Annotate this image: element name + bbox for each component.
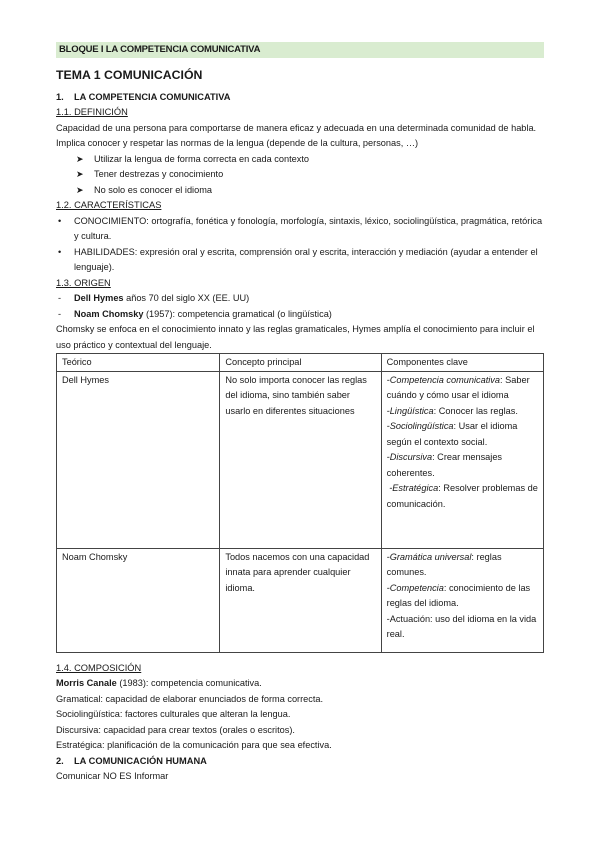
arrow-bullet-icon: ➤ <box>76 153 84 164</box>
list-item <box>56 307 544 323</box>
component-term: -Gramática universal <box>386 551 472 562</box>
table-cell: Todos nacemos con una capacidad innata para aprender cualquier idioma. <box>220 548 381 652</box>
table-header-cell: Componentes clave <box>381 354 543 372</box>
composition-line: Estratégica: planificación de la comunicación para que sea efectiva. <box>56 740 332 750</box>
origin-list <box>56 291 544 322</box>
table-cell <box>381 371 543 548</box>
definition-list <box>56 152 544 199</box>
component-line <box>387 581 539 612</box>
section-2-text: Comunicar NO ES Informar <box>56 771 169 781</box>
author-name: Morris Canale <box>56 678 117 688</box>
component-term: -Competencia comunicativa <box>386 374 501 385</box>
component-line <box>387 419 539 450</box>
bullet-icon: • <box>58 246 62 257</box>
component-term: -Lingüística <box>386 405 434 416</box>
component-term: -Discursiva <box>386 452 433 462</box>
list-item-text: No solo es conocer el idioma <box>94 184 212 195</box>
component-term: -Estratégica <box>386 483 439 493</box>
component-line <box>387 450 539 481</box>
list-item <box>76 167 544 183</box>
table-header-cell: Concepto principal <box>220 354 381 372</box>
author-name: Dell Hymes <box>74 293 124 303</box>
component-text: : Conocer las reglas. <box>433 405 518 416</box>
list-item-text: HABILIDADES: expresión oral y escrita, comprensión oral y escrita, interacción y mediación (ayudar a entender el lenguaje). <box>74 246 538 272</box>
definition-heading: 1.1. DEFINICIÓN <box>56 107 128 117</box>
table-cell: No solo importa conocer las reglas del idioma, sino también saber usarlo en diferentes situaciones <box>220 371 381 548</box>
section-title: LA COMUNICACIÓN HUMANA <box>74 755 207 766</box>
table-header-cell: Teórico <box>57 354 220 372</box>
component-text: : Usar el idioma según el contexto social. <box>386 421 518 447</box>
origin-heading: 1.3. ORIGEN <box>56 277 111 288</box>
list-item <box>56 245 544 276</box>
list-item <box>56 291 544 307</box>
list-item-text: Tener destrezas y conocimiento <box>94 169 224 179</box>
section-number: 1. <box>56 91 64 102</box>
theorists-table <box>56 353 544 653</box>
composition-line: Sociolingüística: factores culturales que alteran la lengua. <box>56 709 291 719</box>
component-line <box>387 373 539 404</box>
component-text: : reglas comunes. <box>386 551 502 577</box>
component-term: -Sociolingüística <box>386 421 454 431</box>
characteristics-list <box>56 214 544 276</box>
author-name: Noam Chomsky <box>74 308 144 319</box>
list-item-text: años 70 del siglo XX (EE. UU) <box>123 293 250 303</box>
list-item <box>76 152 544 168</box>
dash-bullet: - <box>58 308 62 319</box>
composition-intro <box>56 676 544 692</box>
section-2-heading <box>56 754 544 770</box>
list-item-text: (1957): competencia gramatical (o lingüística) <box>143 308 332 319</box>
origin-text: Chomsky se enfoca en el conocimiento innato y las reglas gramaticales, Hymes amplía el conocimiento para incluir el uso práctico y contextual del lenguaje. <box>56 324 535 350</box>
component-term: -Competencia <box>386 582 444 593</box>
component-text: : Resolver problemas de comunicación. <box>386 483 541 509</box>
table-header-row <box>57 354 544 372</box>
list-item <box>56 214 544 245</box>
composition-heading: 1.4. COMPOSICIÓN <box>56 662 142 673</box>
component-line <box>387 550 539 581</box>
list-item <box>76 183 544 199</box>
component-line <box>387 404 539 420</box>
list-item-text: Utilizar la lengua de forma correcta en cada contexto <box>94 153 310 164</box>
document-page <box>56 42 544 785</box>
block-banner: BLOQUE I LA COMPETENCIA COMUNICATIVA <box>56 42 544 58</box>
section-number: 2. <box>56 755 64 766</box>
composition-line: Gramatical: capacidad de elaborar enunciados de forma correcta. <box>56 693 324 704</box>
component-text: : conocimiento de las reglas del idioma. <box>386 582 531 608</box>
section-title: LA COMPETENCIA COMUNICATIVA <box>74 91 231 102</box>
list-item-text: CONOCIMIENTO: ortografía, fonética y fonología, morfología, sintaxis, léxico, sociolingüística, pragmática, retórica y cultura. <box>74 215 543 241</box>
definition-text: Capacidad de una persona para comportarse de manera eficaz y adecuada en una determinada comunidad de habla. Implica conocer y respetar las normas de la lengua (depende de la cultura, personas, …) <box>56 122 537 148</box>
arrow-bullet-icon: ➤ <box>76 184 84 195</box>
table-cell: Noam Chomsky <box>57 548 220 652</box>
table-cell <box>381 548 543 652</box>
characteristics-heading: 1.2. CARACTERÍSTICAS <box>56 200 162 210</box>
section-1-heading <box>56 90 544 106</box>
composition-line: Discursiva: capacidad para crear textos (orales o escritos). <box>56 724 295 735</box>
component-text: : Saber cuándo y cómo usar el idioma <box>386 374 530 400</box>
component-line: -Actuación: uso del idioma en la vida real. <box>386 613 537 639</box>
component-text: : Crear mensajes coherentes. <box>386 452 503 478</box>
component-line <box>387 481 539 512</box>
table-row <box>57 371 544 548</box>
composition-text: (1983): competencia comunicativa. <box>116 678 262 688</box>
dash-bullet: - <box>58 293 62 303</box>
topic-title: TEMA 1 COMUNICACIÓN <box>56 68 203 82</box>
table-row <box>57 548 544 652</box>
bullet-icon: • <box>58 215 62 226</box>
table-cell: Dell Hymes <box>57 371 220 548</box>
arrow-bullet-icon: ➤ <box>76 169 84 179</box>
